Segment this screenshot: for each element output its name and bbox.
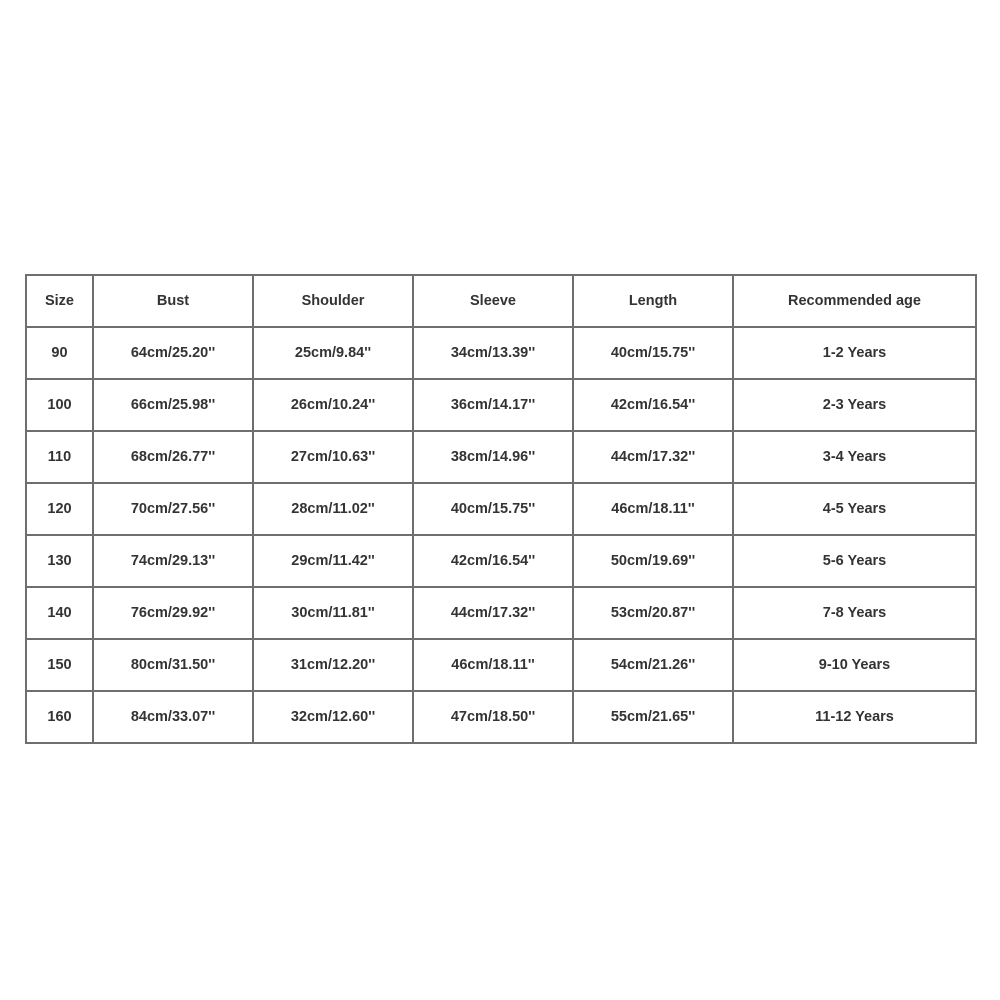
cell-shoulder: 32cm/12.60''	[253, 691, 413, 743]
table-row	[26, 431, 976, 483]
cell-length: 53cm/20.87''	[573, 587, 733, 639]
size-chart-table	[25, 274, 977, 744]
cell-size: 100	[26, 379, 93, 431]
cell-recommended-age: 1-2 Years	[733, 327, 976, 379]
cell-shoulder: 27cm/10.63''	[253, 431, 413, 483]
table-row	[26, 535, 976, 587]
cell-length: 44cm/17.32''	[573, 431, 733, 483]
cell-length: 54cm/21.26''	[573, 639, 733, 691]
cell-sleeve: 46cm/18.11''	[413, 639, 573, 691]
cell-bust: 66cm/25.98''	[93, 379, 253, 431]
cell-shoulder: 28cm/11.02''	[253, 483, 413, 535]
header-sleeve: Sleeve	[413, 275, 573, 327]
cell-sleeve: 38cm/14.96''	[413, 431, 573, 483]
cell-recommended-age: 11-12 Years	[733, 691, 976, 743]
cell-bust: 70cm/27.56''	[93, 483, 253, 535]
table-row	[26, 483, 976, 535]
cell-bust: 80cm/31.50''	[93, 639, 253, 691]
header-shoulder: Shoulder	[253, 275, 413, 327]
cell-size: 140	[26, 587, 93, 639]
table-row	[26, 639, 976, 691]
cell-recommended-age: 3-4 Years	[733, 431, 976, 483]
cell-size: 120	[26, 483, 93, 535]
header-bust: Bust	[93, 275, 253, 327]
header-row	[26, 275, 976, 327]
cell-sleeve: 42cm/16.54''	[413, 535, 573, 587]
cell-recommended-age: 5-6 Years	[733, 535, 976, 587]
cell-recommended-age: 9-10 Years	[733, 639, 976, 691]
cell-shoulder: 26cm/10.24''	[253, 379, 413, 431]
cell-bust: 76cm/29.92''	[93, 587, 253, 639]
cell-size: 110	[26, 431, 93, 483]
table-row	[26, 379, 976, 431]
cell-shoulder: 29cm/11.42''	[253, 535, 413, 587]
cell-sleeve: 40cm/15.75''	[413, 483, 573, 535]
cell-size: 130	[26, 535, 93, 587]
cell-shoulder: 25cm/9.84''	[253, 327, 413, 379]
cell-bust: 74cm/29.13''	[93, 535, 253, 587]
cell-size: 90	[26, 327, 93, 379]
cell-recommended-age: 2-3 Years	[733, 379, 976, 431]
cell-sleeve: 47cm/18.50''	[413, 691, 573, 743]
header-length: Length	[573, 275, 733, 327]
cell-length: 55cm/21.65''	[573, 691, 733, 743]
cell-bust: 64cm/25.20''	[93, 327, 253, 379]
table-body	[26, 327, 976, 743]
cell-bust: 68cm/26.77''	[93, 431, 253, 483]
cell-bust: 84cm/33.07''	[93, 691, 253, 743]
header-recommended-age: Recommended age	[733, 275, 976, 327]
cell-recommended-age: 4-5 Years	[733, 483, 976, 535]
cell-sleeve: 44cm/17.32''	[413, 587, 573, 639]
table-row	[26, 691, 976, 743]
cell-length: 40cm/15.75''	[573, 327, 733, 379]
header-size: Size	[26, 275, 93, 327]
cell-sleeve: 34cm/13.39''	[413, 327, 573, 379]
cell-length: 42cm/16.54''	[573, 379, 733, 431]
cell-shoulder: 31cm/12.20''	[253, 639, 413, 691]
table-header	[26, 275, 976, 327]
cell-size: 150	[26, 639, 93, 691]
cell-sleeve: 36cm/14.17''	[413, 379, 573, 431]
table-row	[26, 327, 976, 379]
cell-length: 50cm/19.69''	[573, 535, 733, 587]
cell-shoulder: 30cm/11.81''	[253, 587, 413, 639]
table-row	[26, 587, 976, 639]
cell-recommended-age: 7-8 Years	[733, 587, 976, 639]
cell-length: 46cm/18.11''	[573, 483, 733, 535]
cell-size: 160	[26, 691, 93, 743]
